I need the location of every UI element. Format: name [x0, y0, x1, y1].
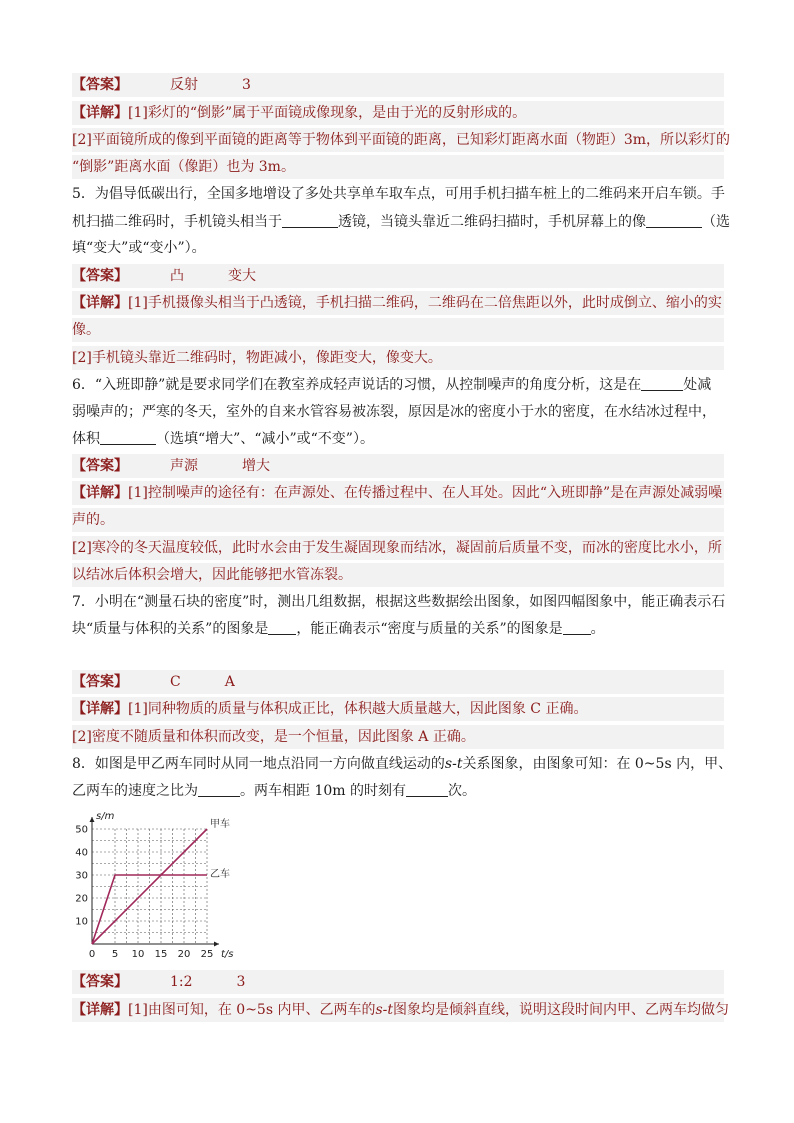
x-tick-label: 5 [111, 949, 119, 960]
q8-detail-row-1 [72, 998, 730, 1022]
q7-detail-2: [2]密度不随质量和体积而改变，是一个恒量，因此图象 A 正确。 [72, 725, 724, 749]
detail-label: 【详解】 [72, 105, 128, 121]
q7-detail-row-1 [72, 697, 724, 721]
q8-blank-1 [198, 780, 240, 797]
q5-detail-3: [2]手机镜头靠近二维码时，物距减小，像距变大，像变大。 [72, 346, 724, 370]
series-label-2: 乙车 [210, 869, 230, 880]
q6-text-1 [72, 373, 724, 397]
q6-detail-2: 声的。 [72, 508, 724, 532]
q5-blank-1 [282, 211, 338, 228]
y-tick-label: 20 [75, 893, 88, 905]
answer-label: 【答案】 [72, 77, 128, 93]
q8-answer-row [72, 970, 724, 994]
x-tick-label: 0 [88, 949, 96, 960]
q8-answer-1: 1:2 [170, 974, 193, 990]
q7-blank-1 [268, 618, 296, 635]
q5-detail-1: [1]手机摄像头相当于凸透镜，手机扫描二维码，二维码在二倍焦距以外，此时成倒立、缩小的实 [128, 295, 722, 311]
q6-answer-1: 声源 [170, 458, 198, 474]
q7-answer-1: C [170, 674, 181, 690]
q6-text-3a: 体积 [72, 431, 100, 447]
detail-label: 【详解】 [72, 485, 128, 501]
y-axis-label: s/m [96, 812, 115, 822]
q6-answer-row [72, 454, 724, 478]
y-tick-label: 30 [75, 870, 88, 882]
q8-text-1b: s-t [444, 756, 463, 772]
q8-detail-b: s-t [375, 1002, 394, 1018]
q5-text-3: 填“变大”或“变小”）。 [72, 240, 206, 256]
x-tick-label: 20 [177, 949, 191, 960]
q6-text-2: 弱噪声的；严寒的冬天，室外的自来水管容易被冻裂，原因是冰的密度小于水的密度，在水结冰过程中， [72, 404, 716, 420]
q6-answer-2: 增大 [242, 458, 270, 474]
answer-label: 【答案】 [72, 268, 128, 284]
answer-label: 【答案】 [72, 458, 128, 474]
q8-text-1a: 8．如图是甲乙两车同时从同一地点沿同一方向做直线运动的 [72, 756, 445, 772]
x-tick-label: 15 [154, 949, 168, 960]
q6-detail-row-1 [72, 481, 724, 505]
q7-text-2 [72, 617, 724, 641]
q8-text-2b: 。两车相距 10m 的时刻有 [240, 783, 406, 799]
q6-detail-3: [2]寒冷的冬天温度较低，此时水会由于发生凝固现象而结冰，凝固前后质量不变，而冰的密度比水小，所 [72, 536, 724, 560]
q8-detail-a: [1]由图可知，在 0~5s 内甲、乙两车的 [128, 1002, 376, 1018]
q4-detail-row-1 [72, 101, 724, 125]
detail-label: 【详解】 [72, 701, 128, 717]
series-label-1: 甲车 [210, 819, 230, 830]
q7-text-1: 7．小明在“测量石块的密度”时，测出几组数据，根据这些数据绘出图象，如图四幅图象中，能正确表示石 [72, 594, 726, 610]
q8-text-2a: 乙两车的速度之比为 [72, 783, 198, 799]
q6-text-3 [72, 427, 724, 451]
q7-answer-2: A [224, 674, 235, 690]
q5-answer-row [72, 264, 724, 288]
q5-text-2b: 透镜，当镜头靠近二维码扫描时，手机屏幕上的像 [338, 214, 646, 230]
x-axis-arrow [214, 942, 219, 947]
q8-text-1 [72, 752, 733, 776]
q5-detail-2: 像。 [72, 318, 724, 342]
answer-label: 【答案】 [72, 674, 128, 690]
q6-detail-1: [1]控制噪声的途径有：在声源处、在传播过程中、在人耳处。因此“入班即静”是在声源处减弱噪 [128, 485, 723, 501]
x-tick-label: 25 [200, 949, 214, 960]
detail-label: 【详解】 [72, 295, 128, 311]
q6-text-3b: （选填“增大”、“减小”或“不变”）。 [156, 431, 374, 447]
q8-st-chart [70, 812, 260, 964]
q7-text-2b: ，能正确表示“密度与质量的关系”的图象是 [296, 621, 563, 637]
q4-answer-2: 3 [242, 77, 251, 93]
y-tick-label: 40 [75, 847, 88, 859]
q8-blank-2 [406, 780, 448, 797]
q4-detail-1: [1]彩灯的“倒影”属于平面镜成像现象，是由于光的反射形成的。 [128, 105, 527, 121]
q5-detail-row-1 [72, 291, 724, 315]
q5-text-2c: （选 [702, 214, 730, 230]
q6-blank-1 [641, 374, 683, 391]
q8-answer-2: 3 [236, 974, 246, 990]
q6-blank-2 [100, 428, 156, 445]
q5-text-2 [72, 210, 730, 234]
y-tick-label: 10 [75, 916, 88, 928]
q6-text-1a: 6．“入班即静”就是要求同学们在教室养成轻声说话的习惯，从控制噪声的角度分析，这是在 [72, 377, 642, 393]
y-tick-label: 50 [75, 824, 88, 836]
q7-blank-2 [563, 618, 591, 635]
y-axis-arrow [90, 817, 95, 822]
q7-text-2c: 。 [590, 621, 605, 637]
x-tick-label: 10 [131, 949, 145, 960]
q4-answer-1: 反射 [170, 77, 198, 93]
q6-text-1b: 处减 [683, 377, 712, 393]
q8-text-2 [72, 779, 724, 803]
q7-answer-row [72, 670, 724, 694]
answer-label: 【答案】 [72, 974, 128, 990]
q7-detail-1: [1]同种物质的质量与体积成正比，体积越大质量越大，因此图象 C 正确。 [128, 701, 588, 717]
q4-answer-row [72, 73, 724, 97]
q8-detail-c: 图象均是倾斜直线，说明这段时间内甲、乙两车均做匀 [393, 1002, 730, 1018]
q8-text-1c: 关系图象，由图象可知：在 0~5s 内，甲、 [462, 756, 733, 772]
q8-text-2c: 次。 [448, 783, 476, 799]
q5-text-1: 5．为倡导低碳出行，全国多地增设了多处共享单车取车点，可用手机扫描车桩上的二维码来开启车锁。手 [72, 186, 725, 202]
q4-detail-3: “倒影”距离水面（像距）也为 3m。 [72, 155, 724, 179]
q5-answer-2: 变大 [228, 268, 256, 284]
x-axis-label: t/s [221, 949, 234, 960]
q5-text-2a: 机扫描二维码时，手机镜头相当于 [72, 214, 282, 230]
q5-answer-1: 凸 [170, 268, 184, 284]
q6-detail-4: 以结冰后体积会增大，因此能够把水管冻裂。 [72, 563, 724, 587]
detail-label: 【详解】 [72, 1002, 128, 1018]
q4-detail-2: [2]平面镜所成的像到平面镜的距离等于物体到平面镜的距离，已知彩灯距离水面（物距）3m，所以彩灯的 [72, 128, 724, 152]
q5-blank-2 [646, 211, 702, 228]
q7-text-2a: 块“质量与体积的关系”的图象是 [72, 621, 269, 637]
